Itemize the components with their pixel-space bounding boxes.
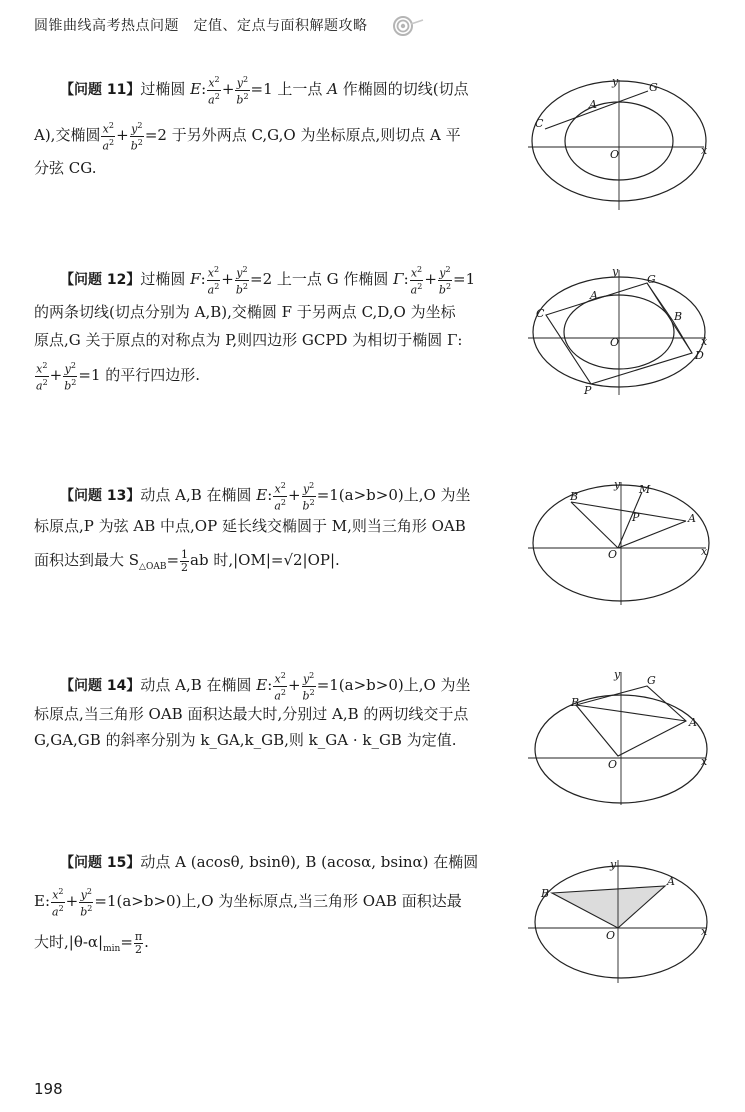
problem-14: 【问题 14】动点 A,B 在椭圆 E: $\frac{x^2}{a^2}$ + $\frac{y^2}{b^2}$ =1(a>b>0)上,O 为坐 标原点,当三角形 OAB 面积达最大时,分别过 A,B 的两切线交于点 G,GA,GB 的斜率分别为 k_GA,k_GB,则 k_GA · k_GB 为定值. [34,668,522,778]
fraction: $\frac{1}{2}$ [181,547,189,574]
fraction: $\frac{x^2}{a^2}$ [207,265,220,297]
figure-11 [528,75,713,215]
problem-label: 【问题 14】 [60,678,141,695]
svg-text:D: D [695,349,704,362]
svg-text:B: B [674,310,683,323]
problem-label: 【问题 11】 [60,82,141,99]
problem-label: 【问题 12】 [60,272,141,289]
figure-12 [528,265,713,400]
fraction: $\frac{y^2}{b^2}$ [80,887,93,919]
fraction: $\frac{x^2}{a^2}$ [274,671,286,703]
fraction: $\frac{x^2}{a^2}$ [36,361,48,393]
svg-text:C: C [536,307,545,320]
fraction: $\frac{y^2}{b^2}$ [302,671,315,703]
problem-text: 标原点,P 为弦 AB 中点,OP 延长线交椭圆于 M,则当三角形 OAB [34,517,466,535]
problem-text: 标原点,当三角形 OAB 面积达最大时,分别过 A,B 的两切线交于点 [34,705,469,723]
problem-text: 动点 A (acosθ, bsinθ), B (acosα, bsinα) 在椭圆 [140,853,479,871]
svg-text:x: x [701,545,708,558]
problem-11: 【问题 11】过椭圆 E: $\frac{x^2}{a^2}$ + $\frac{y^2}{b^2}$ =1 上一点 A 作椭圆的切线(切点 A),交椭圆 $\frac{x^2}{a^2}$ + $\frac{y^2}{b^2}$ =2 于另外两点 C,G,O 为坐标原点,则切点 A 平 分弦 CG. [34,70,522,185]
fraction: $\frac{y^2}{b^2}$ [302,481,315,513]
fraction: $\frac{x^2}{a^2}$ [274,481,286,513]
svg-text:G: G [647,674,656,687]
header-title: 圆锥曲线高考热点问题 定值、定点与面积解题攻略 [34,18,368,34]
problem-label: 【问题 13】 [60,488,141,505]
svg-text:B: B [541,887,550,900]
running-header [34,14,514,38]
svg-text:O: O [608,548,618,561]
svg-text:y: y [612,75,619,88]
svg-text:G: G [647,273,656,286]
svg-text:x: x [701,335,708,348]
svg-text:A: A [667,875,675,888]
svg-text:x: x [701,144,708,157]
fraction: $\frac{x^2}{a^2}$ [208,75,220,107]
svg-text:A: A [590,289,598,302]
svg-text:y: y [614,668,621,681]
figure-15 [528,856,713,986]
svg-text:P: P [632,511,640,524]
triangle-oab [552,886,665,928]
fraction: $\frac{y^2}{b^2}$ [130,121,143,153]
svg-text:O: O [610,336,620,349]
svg-text:x: x [701,755,708,768]
svg-text:B: B [571,696,580,709]
svg-text:y: y [612,265,619,278]
figure-14 [528,664,713,809]
svg-text:y: y [610,858,617,871]
problem-text: 分弦 CG. [34,159,97,177]
spiral-logo-icon [389,14,425,38]
fraction: $\frac{x^2}{a^2}$ [410,265,423,297]
problem-12: 【问题 12】过椭圆 F: $\frac{x^2}{a^2}$ + $\frac{y^2}{b^2}$ =2 上一点 G 作椭圆 Γ: $\frac{x^2}{a^2}$ + $\frac{y^2}{b^2}$ =1 的两条切线(切点分别为 A,B),交椭圆 F 于另两点 C,D,O 为坐标 原点,G 关于原点的对称点为 P,则四边形 GCPD 为相切于椭圆 Γ: $\frac{x^2}{a^2}$ + $\frac{y^2}{b^2}$ =1 的平行四边形. [34,265,476,393]
svg-text:P: P [584,384,592,397]
svg-text:y: y [614,478,621,491]
figure-13 [528,478,713,608]
page-number: 198 [34,1080,63,1098]
svg-text:C: C [535,117,544,130]
fraction: $\frac{y^2}{b^2}$ [64,361,77,393]
problem-label: 【问题 15】 [60,855,141,871]
svg-text:B: B [570,490,579,503]
fraction: $\frac{y^2}{b^2}$ [438,265,452,297]
fraction: $\frac{y^2}{b^2}$ [235,265,248,297]
problem-text: 的两条切线(切点分别为 A,B),交椭圆 F 于另两点 C,D,O 为坐标 [34,303,456,321]
problem-13: 【问题 13】动点 A,B 在椭圆 E: $\frac{x^2}{a^2}$ + $\frac{y^2}{b^2}$ =1(a>b>0)上,O 为坐 标原点,P 为弦 AB 中点,OP 延长线交椭圆于 M,则当三角形 OAB 面积达到最大 $S_{\triangle OAB}=$ $\frac{1}{2}$ ab 时,|OM|=√2|OP|. [34,481,471,574]
fraction: $\frac{x^2}{a^2}$ [102,121,115,153]
svg-text:O: O [610,148,620,161]
svg-text:O: O [606,929,616,942]
svg-text:x: x [701,925,708,938]
fraction: $\frac{x^2}{a^2}$ [52,887,64,919]
problem-text: G,GA,GB 的斜率分别为 k_GA,k_GB,则 k_GA · k_GB 为定值. [34,731,457,749]
fraction: $\frac{y^2}{b^2}$ [236,75,249,107]
svg-text:M: M [639,483,651,496]
problem-15: 【问题 15】动点 A (acosθ, bsinθ), B (acosα, bsinα) 在椭圆 E: $\frac{x^2}{a^2}$ + $\frac{y^2}{b^2}$ =1(a>b>0)上,O 为坐标原点,当三角形 OAB 面积达最 大时$,|\theta-\alpha|_{min}=$ $\frac{\pi}{2}$ . [34,853,479,956]
fraction: $\frac{\pi}{2}$ [134,929,143,956]
svg-text:A: A [689,716,697,729]
svg-text:A: A [688,512,696,525]
svg-text:O: O [608,758,618,771]
svg-text:A: A [589,98,597,111]
problem-text: 原点,G 关于原点的对称点为 P,则四边形 GCPD 为相切于椭圆 Γ: [34,331,463,349]
svg-text:G: G [649,81,658,94]
